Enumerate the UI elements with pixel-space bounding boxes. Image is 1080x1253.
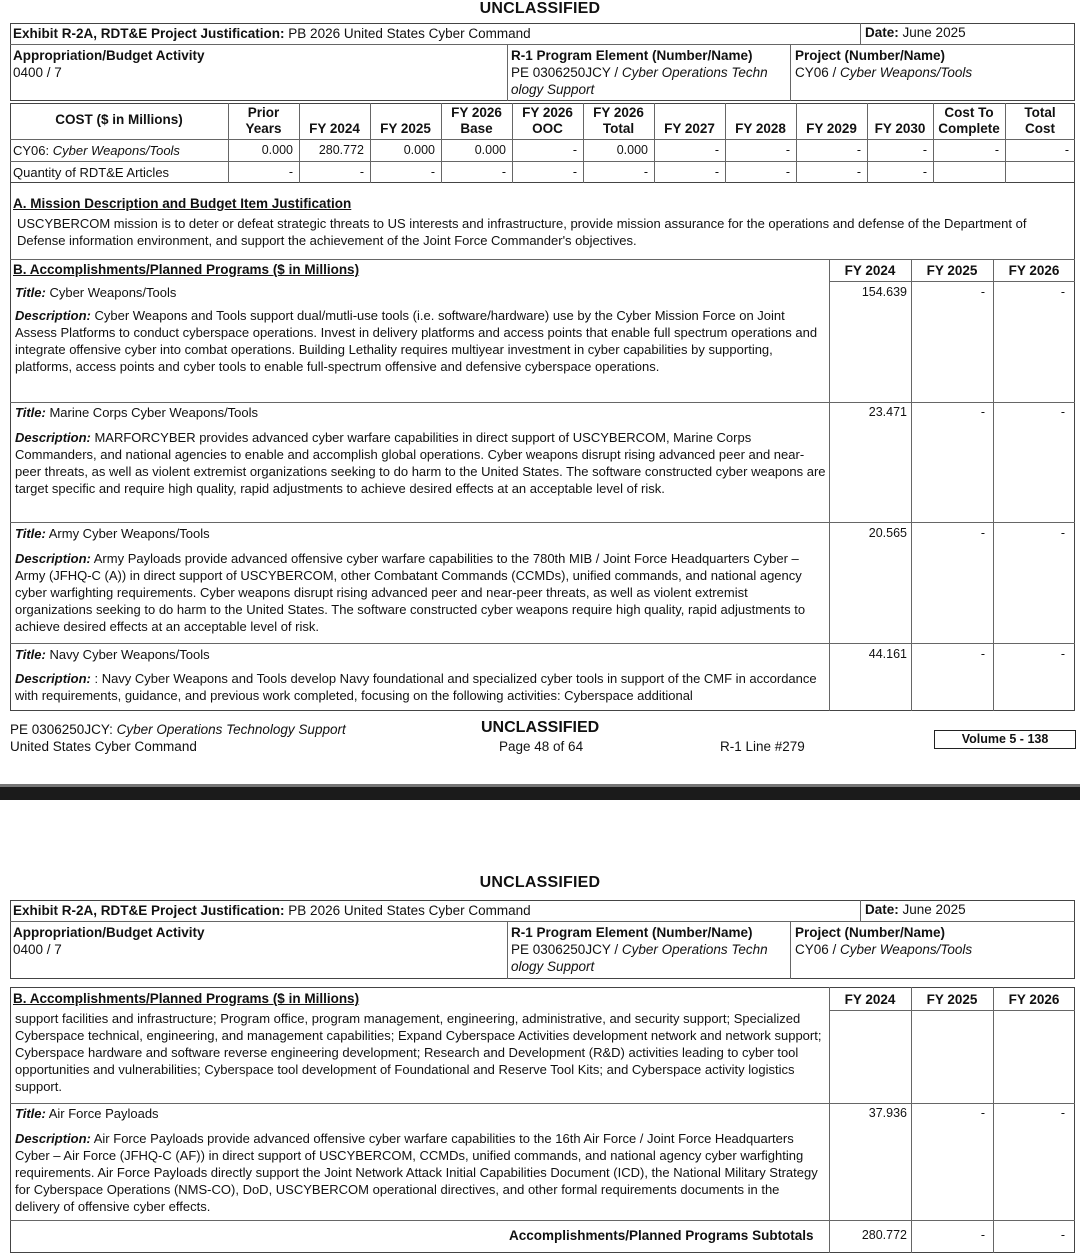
footer-pe: PE 0306250JCY: Cyber Operations Technology Support: [10, 722, 346, 737]
cost-cell: -: [785, 143, 790, 157]
acc-col-fy2026: FY 2026: [1008, 992, 1060, 1007]
project-value: CY06 / Cyber Weapons/Tools: [795, 65, 973, 80]
r1-value-line2: ology Support: [511, 82, 595, 97]
cost-cell: -: [714, 165, 719, 179]
mission-title: A. Mission Description and Budget Item Justification: [13, 196, 352, 211]
cost-cell: -: [922, 143, 927, 157]
program-description: Description: Army Payloads provide advanced offensive cyber warfare capabilities to the 780th MIB / Joint Force Headquarters Cyber – Army (JFHQ-C (A)) in direct support of USCYBERCOM, other Combatant Commands (CCMDs), unified commands, and national agency cyber warfighting requirements. Cyber weapons disrupt rising advanced peer and near-peer threats, as well as violent extremist organizations seeking to do harm to the United States. The software constructed cyber weapons require high quality, rapid adjustments to achieve desired effects at an acceptable level of risk.: [15, 551, 806, 634]
cost-col-header: Base: [460, 121, 493, 136]
cost-col-header: FY 2028: [735, 121, 786, 136]
program-value: 37.936: [868, 1106, 907, 1120]
cost-col-header: Total: [1024, 105, 1056, 120]
cost-cell: -: [856, 165, 861, 179]
program-value: -: [1060, 405, 1065, 419]
project-value: CY06 / Cyber Weapons/Tools: [795, 942, 973, 957]
cost-cell: -: [572, 165, 577, 179]
cost-cell: -: [359, 165, 364, 179]
cost-col-header: Cost: [1025, 121, 1055, 136]
program-description: Description: Air Force Payloads provide advanced offensive cyber warfare capabilities to the 16th Air Force / Joint Force Headquarters Cyber – Air Force (JFHQ-C (AF)) in direct support of USCYBERCOM, CCMDs, unified commands, and national agency cyber warfighting requirements. Air Force Payloads directly support the Joint Network Attack Initial Capabilities Document (ICD), the National Military Strategy for Cyberspace Operations (NMS-CO), DoD, USCYBERCOM operational directives, and other formal requirements documents in the delivery of offensive cyber effects.: [15, 1131, 818, 1214]
program-title: Title: Cyber Weapons/Tools: [15, 285, 177, 300]
program-value: -: [1060, 285, 1065, 299]
subtotal-fy2026: -: [1060, 1228, 1065, 1242]
acc-col-fy2025: FY 2025: [926, 263, 978, 278]
acc-col-fy2025: FY 2025: [926, 992, 978, 1007]
cost-col-header: Complete: [938, 121, 1000, 136]
navy-description-continued: support facilities and infrastructure; Program office, program management, engineering, administrative, and security support; Specialized Cyberspace technical, engineering, and management capabilities; Expand Cyberspace Activities development network and network support; Cyberspace hardware and software reverse engineering development; Research and Development (R&D) activities leading to cyber tool opportunities and vulnerabilities; Cyberspace tool development of Foundational and Reserve Tool Kits; and Cyberspace activity logistics support.: [15, 1011, 822, 1094]
acc-col-fy2024: FY 2024: [844, 992, 896, 1007]
footer-r1-line: R-1 Line #279: [720, 739, 805, 754]
program-value: 23.471: [868, 405, 907, 419]
program-title: Title: Air Force Payloads: [15, 1106, 159, 1121]
r1-label: R-1 Program Element (Number/Name): [511, 925, 753, 940]
cost-col-header: FY 2027: [664, 121, 715, 136]
r1-value: PE 0306250JCY / Cyber Operations Techn: [511, 942, 768, 957]
program-value: -: [1060, 526, 1065, 540]
footer-volume: Volume 5 - 138: [934, 730, 1076, 749]
cost-col-header: FY 2024: [309, 121, 360, 136]
program-description: Description: MARFORCYBER provides advanced cyber warfare capabilities in direct support of USCYBERCOM, Marine Corps Commanders, and national agencies to enable and accomplish global operations. Cyber weapons disrupt rising advanced peer and near-peer threats, as well as violent extremist organizations seeking to do harm to the United States. The software constructed cyber weapons are target specific and require high quality, rapid adjustments to achieve desired effects at an acceptable level of risk.: [15, 430, 826, 496]
cost-row-label: Quantity of RDT&E Articles: [13, 165, 170, 180]
footer-page: Page 48 of 64: [499, 739, 584, 754]
program-description: Description: Cyber Weapons and Tools support dual/mutli-use tools (i.e. software/hardware) use by the Cyber Mission Force on Joint Assess Platforms to conduct cyberspace operations. Invest in delivery platforms and access points that enable full spectrum operations and integrate offensive cyber into combat operations. Building Lethality requires multiyear investment in cyber capabilities by supporting, platforms, access points and cyber tools to enable full-spectrum offensive and defensive cyberspace operations.: [15, 308, 818, 374]
classification-header: UNCLASSIFIED: [479, 874, 601, 891]
cost-cell: 0.000: [261, 143, 293, 157]
cost-col-header: OOC: [532, 121, 563, 136]
mission-text: USCYBERCOM mission is to deter or defeat strategic threats to US interests and infrastructure, provide mission assurance for the operations and defense of the Department of Defense information environment, and support the achievement of the Joint Force Commander's objectives.: [17, 216, 1027, 248]
program-title: Title: Marine Corps Cyber Weapons/Tools: [15, 405, 259, 420]
document-page-2: [0, 800, 1080, 1253]
appropriation-value: 0400 / 7: [13, 942, 62, 957]
cost-row-label: CY06: Cyber Weapons/Tools: [13, 143, 180, 158]
program-value: -: [1060, 647, 1065, 661]
program-title: Title: Navy Cyber Weapons/Tools: [15, 647, 210, 662]
cost-col-header: Cost To: [944, 105, 994, 120]
cost-col-header: FY 2026: [451, 105, 502, 120]
exhibit-title: Exhibit R-2A, RDT&E Project Justification: PB 2026 United States Cyber Command: [13, 26, 531, 41]
r1-value: PE 0306250JCY / Cyber Operations Techn: [511, 65, 768, 80]
program-value: -: [1060, 1106, 1065, 1120]
subtotal-fy2024: 280.772: [861, 1228, 907, 1242]
exhibit-title: Exhibit R-2A, RDT&E Project Justification: PB 2026 United States Cyber Command: [13, 903, 531, 918]
cost-header: COST ($ in Millions): [55, 112, 183, 127]
program-description: Description: : Navy Cyber Weapons and Tools develop Navy foundational and specialized cyber tools in support of the CMF in accordance with requirements, guidance, and previous work completed, focusing on the following activities: Cyberspace additional: [15, 671, 817, 703]
cost-cell: -: [643, 165, 648, 179]
acc-col-fy2026: FY 2026: [1008, 263, 1060, 278]
accomplishments-title: B. Accomplishments/Planned Programs ($ in Millions): [13, 262, 360, 277]
acc-col-fy2024: FY 2024: [844, 263, 896, 278]
r1-value-line2: ology Support: [511, 959, 595, 974]
classification-header: UNCLASSIFIED: [479, 0, 601, 17]
cost-cell: -: [572, 143, 577, 157]
program-value: 20.565: [868, 526, 907, 540]
project-label: Project (Number/Name): [795, 925, 946, 940]
cost-col-header: FY 2030: [874, 121, 926, 136]
footer-org: United States Cyber Command: [10, 739, 197, 754]
cost-cell: 0.000: [474, 143, 506, 157]
program-value: -: [980, 405, 985, 419]
cost-col-header: FY 2029: [806, 121, 857, 136]
footer-classification: UNCLASSIFIED: [481, 719, 600, 736]
program-value: 44.161: [868, 647, 907, 661]
subtotal-label: Accomplishments/Planned Programs Subtotals: [509, 1228, 814, 1243]
cost-cell: 0.000: [403, 143, 435, 157]
cost-col-header: Prior: [247, 105, 280, 120]
appropriation-label: Appropriation/Budget Activity: [13, 925, 205, 940]
cost-col-header: Years: [245, 121, 282, 136]
subtotal-fy2025: -: [980, 1228, 985, 1242]
exhibit-date: Date: June 2025: [865, 902, 966, 917]
cost-cell: -: [1064, 143, 1069, 157]
cost-col-header: FY 2026: [522, 105, 573, 120]
appropriation-value: 0400 / 7: [13, 65, 62, 80]
cost-cell: 280.772: [318, 143, 364, 157]
appropriation-label: Appropriation/Budget Activity: [13, 48, 205, 63]
cost-cell: -: [430, 165, 435, 179]
cost-cell: -: [501, 165, 506, 179]
accomplishments-title: B. Accomplishments/Planned Programs ($ in Millions): [13, 991, 360, 1006]
program-value: -: [980, 285, 985, 299]
cost-col-header: Total: [602, 121, 635, 136]
cost-cell: -: [856, 143, 861, 157]
program-value: -: [980, 1106, 985, 1120]
cost-cell: -: [922, 165, 927, 179]
program-title: Title: Army Cyber Weapons/Tools: [15, 526, 210, 541]
cost-col-header: FY 2026: [593, 105, 644, 120]
cost-cell: -: [714, 143, 719, 157]
program-value: 154.639: [861, 285, 907, 299]
project-label: Project (Number/Name): [795, 48, 946, 63]
exhibit-date: Date: June 2025: [865, 25, 966, 40]
cost-cell: 0.000: [616, 143, 648, 157]
cost-cell: -: [288, 165, 293, 179]
program-value: -: [980, 647, 985, 661]
cost-cell: -: [994, 143, 999, 157]
cost-col-header: FY 2025: [380, 121, 431, 136]
r1-label: R-1 Program Element (Number/Name): [511, 48, 753, 63]
cost-cell: -: [785, 165, 790, 179]
program-value: -: [980, 526, 985, 540]
